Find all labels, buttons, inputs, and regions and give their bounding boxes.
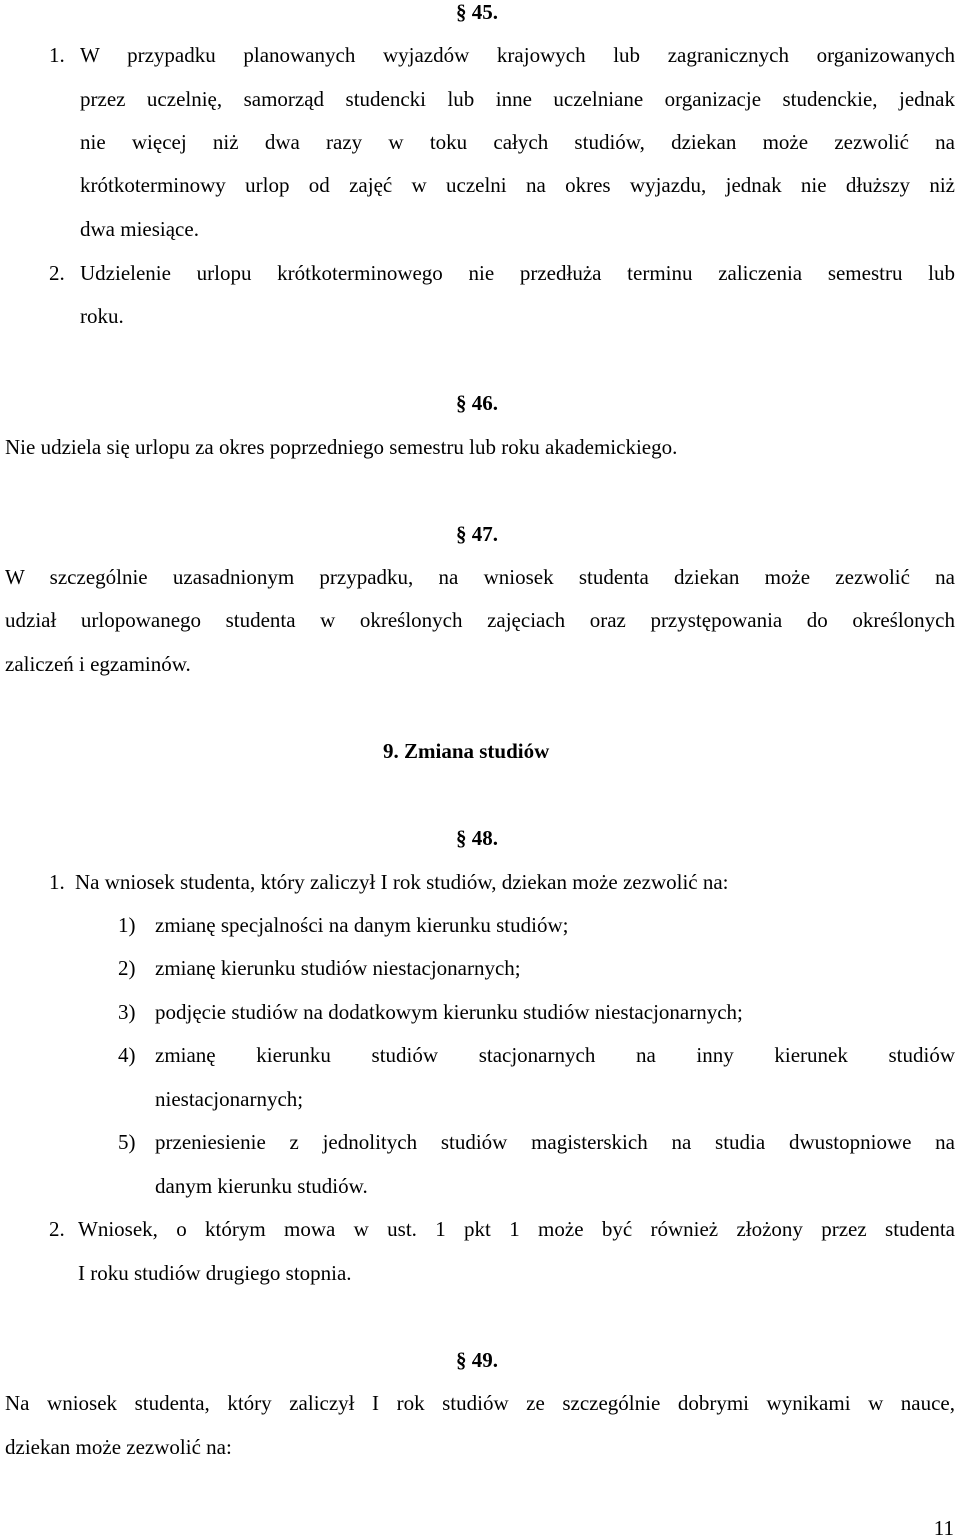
section-47-line-1: W szczególnie uzasadnionym przypadku, na wniosek studenta dziekan może zezwolić na	[5, 565, 955, 589]
section-48-sub-1-text: zmianę specjalności na danym kierunku studiów;	[155, 913, 569, 937]
section-9-title: 9. Zmiana studiów	[383, 739, 550, 763]
section-45-item-1-line-4: krótkoterminowy urlop od zajęć w uczelni na okres wyjazdu, jednak nie dłuższy niż	[80, 173, 955, 197]
page-number: 11	[933, 1516, 954, 1540]
section-45-item-1-line-3: nie więcej niż dwa razy w toku całych studiów, dziekan może zezwolić na	[80, 130, 955, 154]
section-49-heading: § 49.	[456, 1348, 498, 1372]
section-48-sub-5-line-2: danym kierunku studiów.	[155, 1174, 368, 1198]
section-49-line-2: dziekan może zezwolić na:	[5, 1435, 232, 1459]
section-45-item-1-line-5: dwa miesiące.	[80, 217, 199, 241]
section-45-item-2-line-1: Udzielenie urlopu krótkoterminowego nie przedłuża terminu zaliczenia semestru lub	[80, 261, 955, 285]
section-48-heading: § 48.	[456, 826, 498, 850]
section-48-item-1-number: 1.	[49, 870, 65, 894]
section-48-item-1-text: Na wniosek studenta, który zaliczył I rok studiów, dziekan może zezwolić na:	[75, 870, 729, 894]
section-47-line-2: udział urlopowanego studenta w określonych zajęciach oraz przystępowania do określonych	[5, 608, 955, 632]
section-48-sub-3-number: 3)	[118, 1000, 136, 1024]
section-48-item-2-line-1: Wniosek, o którym mowa w ust. 1 pkt 1 może być również złożony przez studenta	[78, 1217, 955, 1241]
section-46-text: Nie udziela się urlopu za okres poprzedniego semestru lub roku akademickiego.	[5, 435, 678, 459]
section-48-sub-2-number: 2)	[118, 956, 136, 980]
section-45-heading: § 45.	[456, 0, 498, 24]
section-48-sub-4-line-2: niestacjonarnych;	[155, 1087, 304, 1111]
section-48-sub-5-line-1: przeniesienie z jednolitych studiów magisterskich na studia dwustopniowe na	[155, 1130, 955, 1154]
section-46-heading: § 46.	[456, 391, 498, 415]
section-48-sub-1-number: 1)	[118, 913, 136, 937]
section-49-line-1: Na wniosek studenta, który zaliczył I rok studiów ze szczególnie dobrymi wynikami w nauce,	[5, 1391, 955, 1415]
section-48-sub-2-text: zmianę kierunku studiów niestacjonarnych;	[155, 956, 521, 980]
section-47-heading: § 47.	[456, 522, 498, 546]
section-45-item-1-number: 1.	[49, 43, 65, 67]
section-48-item-2-number: 2.	[49, 1217, 65, 1241]
section-45-item-1-line-1: W przypadku planowanych wyjazdów krajowych lub zagranicznych organizowanych	[80, 43, 955, 67]
section-45-item-2-number: 2.	[49, 261, 65, 285]
section-48-sub-4-number: 4)	[118, 1043, 136, 1067]
section-47-line-3: zaliczeń i egzaminów.	[5, 652, 191, 676]
section-45-item-1-line-2: przez uczelnię, samorząd studencki lub inne uczelniane organizacje studenckie, jednak	[80, 87, 955, 111]
section-45-item-2-line-2: roku.	[80, 304, 124, 328]
section-48-sub-3-text: podjęcie studiów na dodatkowym kierunku studiów niestacjonarnych;	[155, 1000, 743, 1024]
section-48-sub-4-line-1: zmianę kierunku studiów stacjonarnych na inny kierunek studiów	[155, 1043, 955, 1067]
section-48-sub-5-number: 5)	[118, 1130, 136, 1154]
section-48-item-2-line-2: I roku studiów drugiego stopnia.	[78, 1261, 352, 1285]
